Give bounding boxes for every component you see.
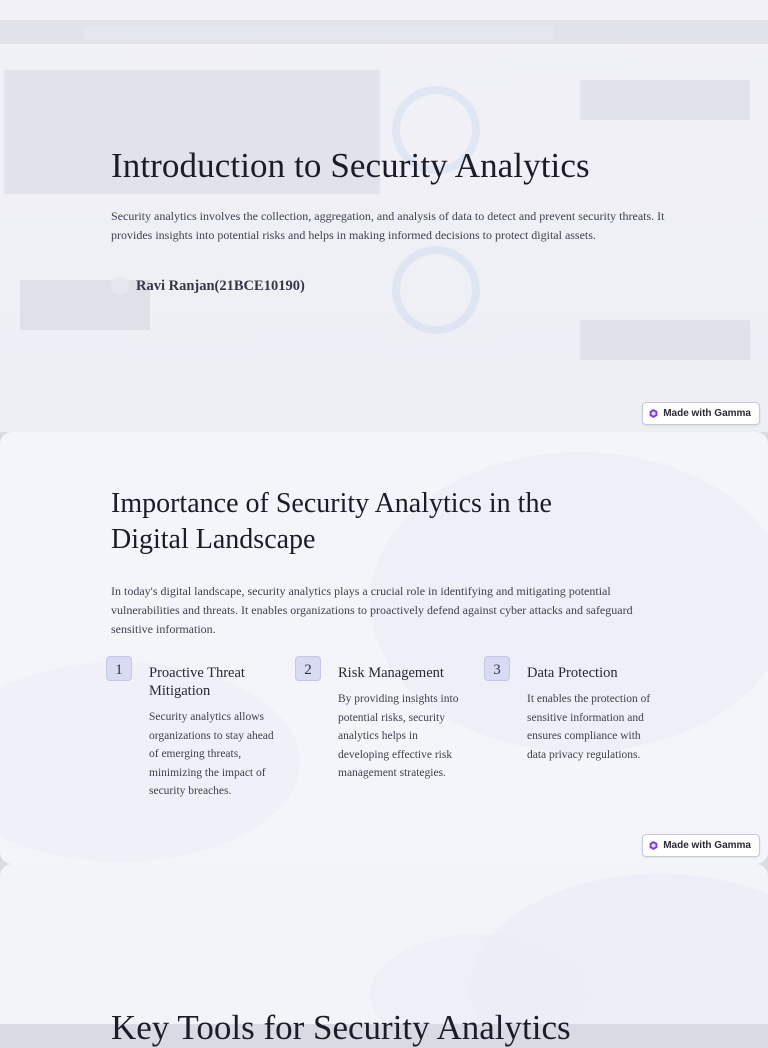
slide-introduction <box>0 0 768 432</box>
feature-text: Security analytics allows organizations to stay ahead of emerging threats, minimizing the impact of security breaches. <box>149 711 274 798</box>
slide-key-tools <box>0 864 768 1024</box>
feature-number: 2 <box>295 656 321 681</box>
author-row <box>111 275 305 297</box>
slide-title: Importance of Security Analytics in the Digital Landscape <box>111 488 552 555</box>
feature-title: Data Protection <box>527 665 618 681</box>
feature-title: Risk Management <box>338 665 444 681</box>
slide-description: Security analytics involves the collection, aggregation, and analysis of data to detect and prevent security threats. It provides insights into potential risks and helps in making informed decisions to protect digital assets. <box>111 209 665 242</box>
gamma-logo-icon <box>649 409 658 418</box>
feature-text: It enables the protection of sensitive information and ensures compliance with data privacy regulations. <box>527 693 651 761</box>
gamma-logo-icon <box>649 841 658 850</box>
feature-number: 3 <box>484 656 510 681</box>
gamma-badge-label: Made with Gamma <box>663 840 751 851</box>
slide-title: Introduction to Security Analytics <box>111 146 590 185</box>
slide-title: Key Tools for Security Analytics <box>111 1008 571 1047</box>
avatar <box>111 277 129 295</box>
made-with-gamma-button[interactable] <box>642 402 760 425</box>
gamma-badge-label: Made with Gamma <box>663 408 751 419</box>
slide-description: In today's digital landscape, security analytics plays a crucial role in identifying and mitigating potential vulnerabilities and threats. It enables organizations to proactively defend against cyber attacks and safeguard sensitive information. <box>111 584 633 636</box>
author-name: Ravi Ranjan(21BCE10190) <box>136 277 305 294</box>
feature-text: By providing insights into potential risks, security analytics helps in developing effective risk management strategies. <box>338 693 459 780</box>
feature-title: Proactive Threat Mitigation <box>149 665 245 699</box>
made-with-gamma-button[interactable] <box>642 834 760 857</box>
feature-number: 1 <box>106 656 132 681</box>
